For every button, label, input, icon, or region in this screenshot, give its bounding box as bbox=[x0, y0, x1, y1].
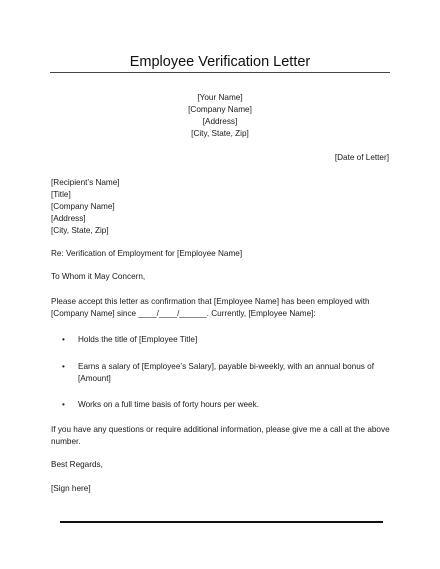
list-item-text-continued: [Amount] bbox=[78, 373, 111, 383]
letter-date: [Date of Letter] bbox=[334, 153, 389, 162]
title-underline bbox=[50, 72, 390, 73]
footer-rule bbox=[60, 521, 383, 523]
re-line: Re: Verification of Employment for [Employee Name] bbox=[51, 249, 243, 258]
list-item-text: Works on a full time basis of forty hours per week. bbox=[78, 400, 259, 409]
list-item-text: Earns a salary of [Employee’s Salary], payable bi-weekly, with an annual bonus of bbox=[78, 362, 374, 371]
recipient-block bbox=[51, 177, 120, 237]
sender-city-state-zip: [City, State, Zip] bbox=[191, 128, 249, 138]
sender-address: [Address] bbox=[202, 116, 238, 126]
bullet-icon: • bbox=[62, 400, 65, 409]
paragraph-line: Please accept this letter as confirmation that [Employee Name] has been employed with bbox=[51, 297, 370, 306]
list-item bbox=[62, 399, 259, 411]
sender-block bbox=[0, 92, 440, 140]
closing: Best Regards, bbox=[51, 460, 103, 469]
signature-placeholder: [Sign here] bbox=[51, 484, 91, 493]
list-item-text: Holds the title of [Employee Title] bbox=[78, 335, 198, 344]
letter-title: Employee Verification Letter bbox=[129, 54, 311, 70]
paragraph-line: number. bbox=[51, 436, 81, 446]
sender-name: [Your Name] bbox=[197, 93, 243, 102]
bullet-icon: • bbox=[62, 335, 65, 344]
recipient-title: [Title] bbox=[51, 189, 71, 199]
recipient-name: [Recipient’s Name] bbox=[51, 178, 120, 187]
paragraph-line: If you have any questions or require additional information, please give me a call at the above bbox=[51, 425, 390, 434]
salutation: To Whom it May Concern, bbox=[51, 272, 146, 281]
sender-company: [Company Name] bbox=[188, 104, 252, 114]
list-item bbox=[62, 361, 374, 385]
recipient-company: [Company Name] bbox=[51, 201, 115, 211]
recipient-city-state-zip: [City, State, Zip] bbox=[51, 225, 109, 235]
list-item bbox=[62, 334, 197, 346]
bullet-icon: • bbox=[62, 362, 65, 371]
paragraph-line: [Company Name] since ____/____/______. Currently, [Employee Name]: bbox=[51, 308, 316, 318]
recipient-address: [Address] bbox=[51, 213, 86, 223]
contact-paragraph bbox=[51, 424, 390, 448]
confirmation-paragraph bbox=[51, 296, 370, 320]
